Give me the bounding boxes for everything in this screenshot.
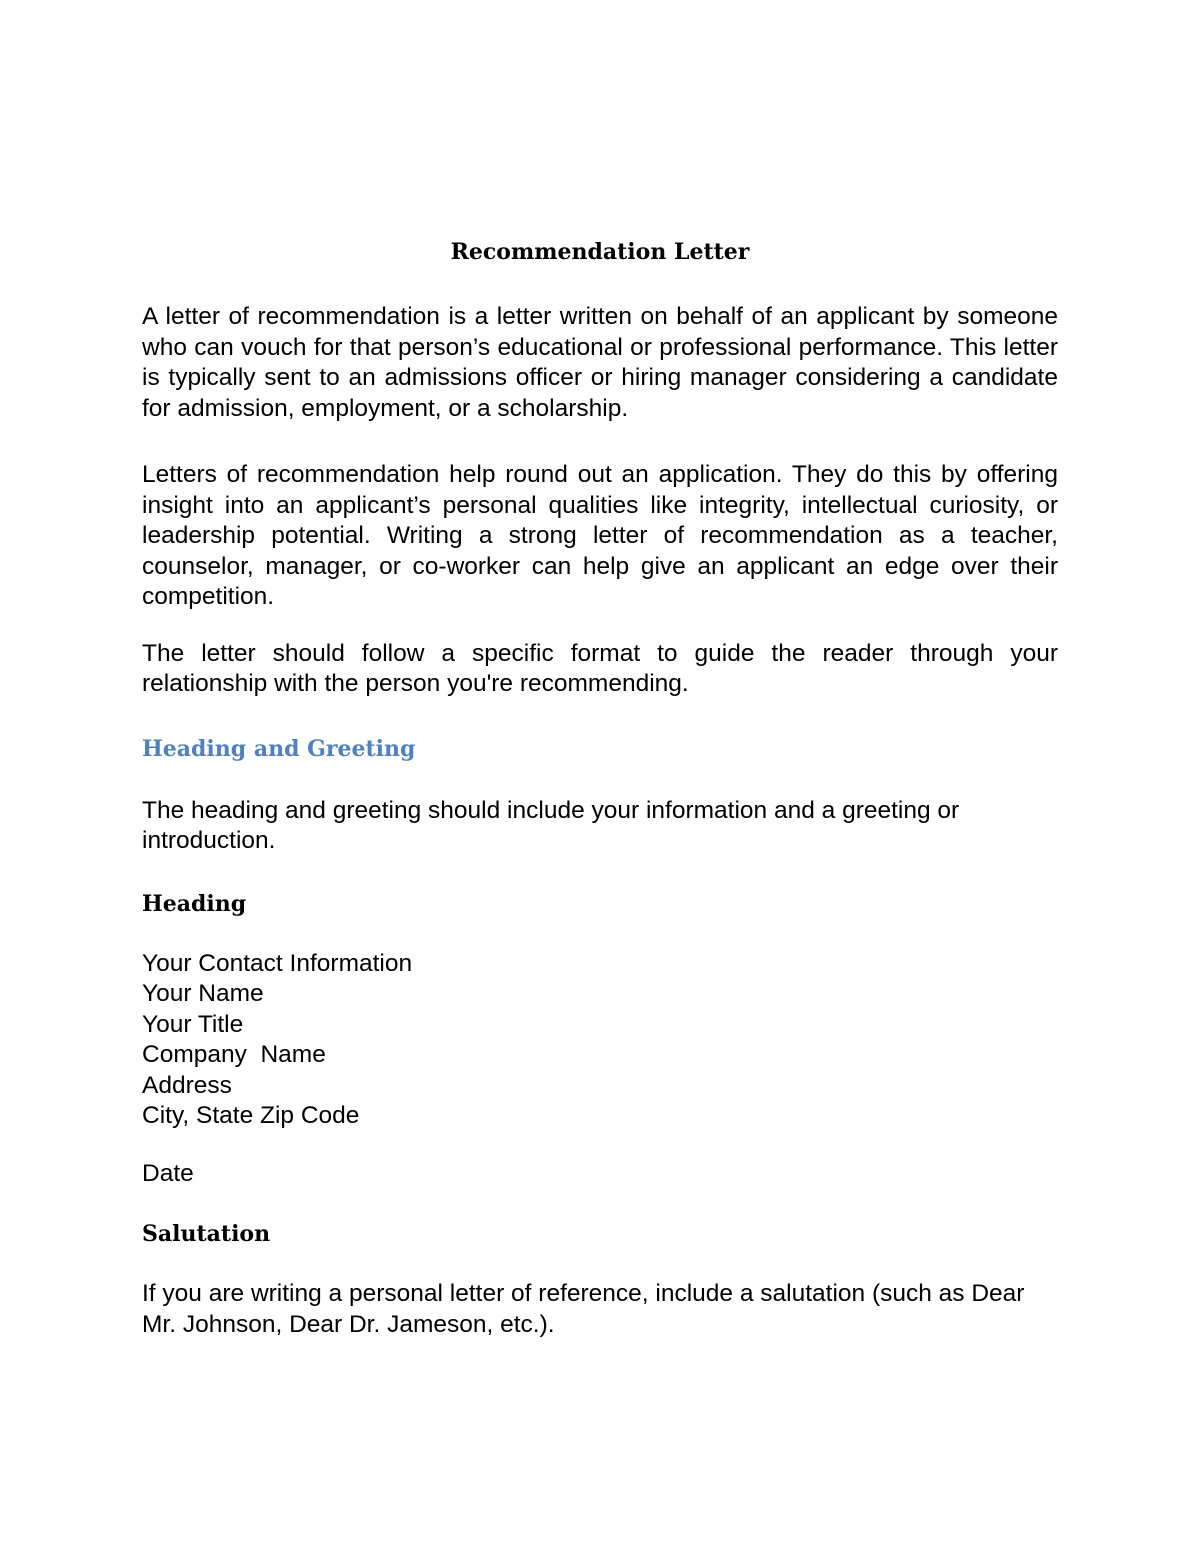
contact-line-address: Address: [142, 1071, 232, 1099]
document-title: Recommendation Letter: [450, 239, 750, 265]
document-body: [142, 234, 1058, 1340]
heading-section-title: Heading: [142, 890, 247, 917]
intro-paragraph-1: A letter of recommendation is a letter written on behalf of an applicant by someone who can vouch for that person’s educational or professional performance. This letter is typically sent to an admissions officer or hiring manager considering a candidate for admission, employment, or a scholarship.: [142, 303, 1058, 422]
intro-paragraph-3: The letter should follow a specific format to guide the reader through your relationship with the person you're recommending.: [142, 639, 1058, 697]
heading-and-greeting-paragraph: The heading and greeting should include your information and a greeting or introduction.: [142, 796, 960, 854]
contact-line-title: Your Title: [142, 1010, 244, 1038]
contact-information-block: [142, 949, 1058, 1132]
contact-line-city-state-zip: City, State Zip Code: [142, 1102, 360, 1129]
contact-line-company-name: Company Name: [142, 1041, 326, 1068]
intro-paragraph-2: Letters of recommendation help round out an application. They do this by offering insight into an applicant’s personal qualities like integrity, intellectual curiosity, or leadership potential. Writing a strong letter of recommendation as a teacher, counselor, manager, or co-worker can help give an applicant an edge over their competition.: [142, 461, 1058, 610]
salutation-title: Salutation: [142, 1221, 271, 1247]
heading-and-greeting-title: Heading and Greeting: [142, 735, 416, 762]
contact-line-contact-information: Your Contact Information: [142, 949, 413, 977]
contact-line-name: Your Name: [142, 980, 264, 1007]
salutation-paragraph: If you are writing a personal letter of reference, include a salutation (such as Dear Mr. Johnson, Dear Dr. Jameson, etc.).: [142, 1280, 1025, 1338]
date-line: Date: [142, 1159, 194, 1187]
